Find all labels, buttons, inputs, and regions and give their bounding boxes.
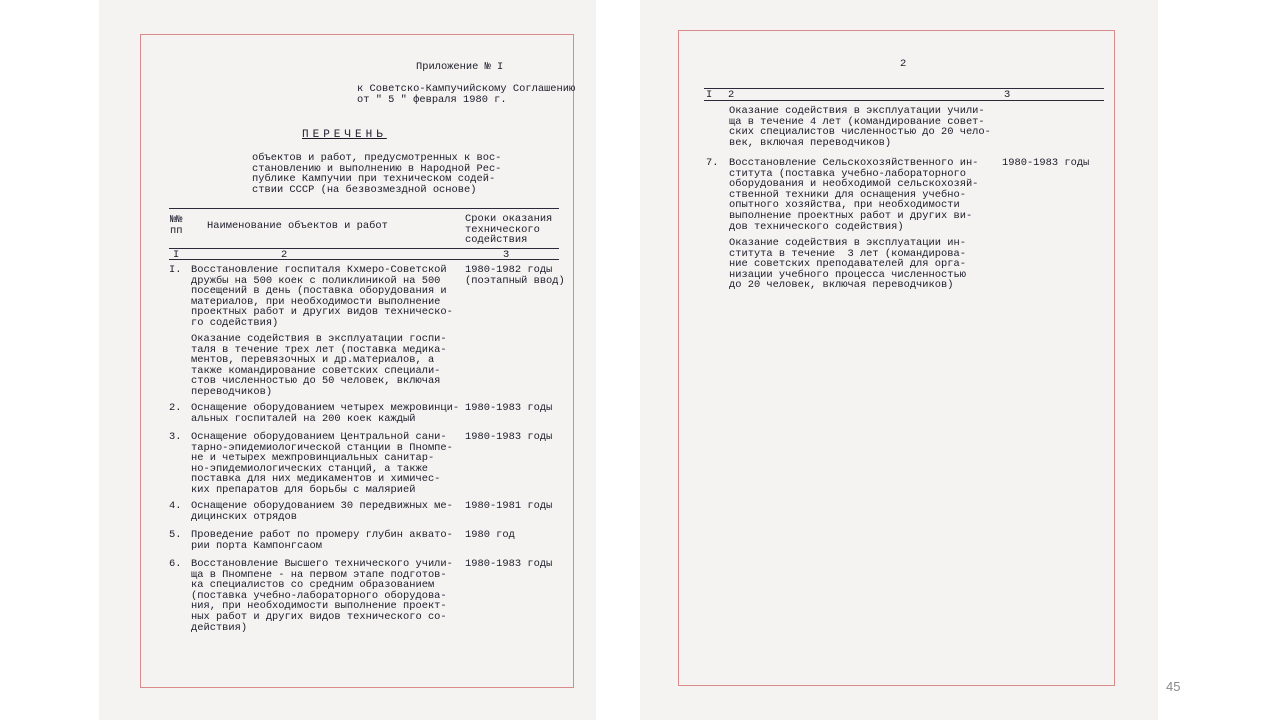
item-term: 1980-1983 годы [465,402,553,414]
item-text: ща в Пномпене - на первом этапе подготов- [191,568,447,581]
column-number: 3 [503,249,510,261]
item-text: Оснащение оборудованием 30 передвижных ме- [191,500,453,512]
item-text: поставка для них медикаментов и химичес- [191,473,441,486]
item-number: 4. [169,500,182,512]
item-text: тарно-эпидемиологической станции в Пномпе- [191,441,453,454]
item-text: таля в течение трех лет (поставка медика- [191,343,447,356]
table-numbers-rule [704,100,1104,101]
column-number: 2 [728,89,735,101]
item-text: переводчиков) [191,386,273,398]
item-text: дов технического содействия) [729,220,904,233]
item-text: опытного хозяйства, при необходимости [729,199,960,212]
document-heading: ПЕРЕЧЕНЬ [302,129,387,141]
subtitle-line: объектов и работ, предусмотренных к вос- [252,152,502,164]
item-text: ститута в течение 3 лет (командирова- [729,247,966,260]
item-text: ментов, перевязочных и др.материалов, а [191,354,435,367]
item-text: Восстановление госпиталя Кхмеро-Советской [191,264,447,276]
column-number: 2 [281,249,288,261]
item-text: проектных работ и других видов техническо- [191,306,453,319]
item-text: ститута (поставка учебно-лабораторного [729,167,966,180]
item-text: Оказание содействия в эксплуатации ин- [729,237,966,249]
item-text: но-эпидемиологических станций, а также [191,462,428,475]
item-text: Оснащение оборудованием четырех межровинци- [191,402,460,414]
item-text: альных госпиталей на 200 коек каждый [191,412,416,425]
date-line: от " 5 " февраля 1980 г. [357,94,507,106]
item-text: материалов, при необходимости выполнение [191,295,441,308]
column-header-name: Наименование объектов и работ [207,220,388,232]
column-number: I [706,89,713,101]
item-text: до 20 человек, включая переводчиков) [729,279,954,292]
agreement-line: к Советско-Кампучийскому Соглашению [357,83,576,95]
column-number: I [173,249,180,261]
item-term: (поэтапный ввод) [465,274,565,287]
item-number: I. [169,264,182,276]
table-numbers-rule [169,259,559,260]
table-top-rule [169,208,559,209]
item-text: ние советских преподавателей для орга- [729,258,966,271]
item-text: ща в течение 4 лет (командирование совет- [729,115,985,128]
item-text: Оказание содействия в эксплуатации госпи- [191,333,447,345]
item-text: Оснащение оборудованием Центральной сани- [191,431,447,443]
item-text: ких препаратов для борьбы с малярией [191,484,416,496]
item-text: дицинских отрядов [191,510,298,523]
item-term: 1980-1983 годы [465,431,553,443]
column-header-num: пп [170,225,183,237]
item-text: век, включая переводчиков) [729,136,892,149]
item-text: ния, при необходимости выполнение проект- [191,600,447,613]
table-header-rule [169,248,559,249]
item-text: Восстановление Высшего технического учили- [191,558,453,570]
item-text: действия) [191,621,248,634]
item-text: посещений в день (поставка оборудования и [191,285,447,298]
item-text: ных работ и других видов технического со- [191,611,447,623]
item-term: 1980-1981 годы [465,500,553,512]
item-term: 1980 год [465,529,515,541]
item-text: выполнение проектных работ и других ви- [729,210,973,222]
column-header-term: Сроки оказания [465,213,553,225]
column-header-num: №№ [170,214,183,226]
item-term: 1980-1983 годы [1002,157,1090,169]
right-page [640,0,1158,720]
item-text: ственной техники для оснащения учебно- [729,188,966,201]
item-number: 7. [706,157,719,169]
slide-number: 45 [1166,679,1181,694]
column-header-term: содействия [465,234,528,247]
item-number: 2. [169,402,182,414]
item-text: (поставка учебно-лабораторного оборудова- [191,589,447,602]
page-number: 2 [900,58,907,70]
item-text: стов численностью до 50 человек, включая [191,375,441,388]
subtitle-line: публике Кампучии при техническом содей- [252,173,496,186]
item-text: также командирование советских специали- [191,364,441,377]
appendix-label: Приложение № I [416,61,504,73]
item-number: 6. [169,558,182,570]
column-header-term: технического [465,223,540,236]
item-text: дружбы на 500 коек с поликлиникой на 500 [191,274,441,287]
subtitle-line: ствии СССР (на безвозмездной основе) [252,183,477,196]
item-text: оборудования и необходимой сельскохозяй- [729,178,979,191]
item-term: 1980-1982 годы [465,264,553,276]
subtitle-line: становлению и выполнению в Народной Рес- [252,162,502,175]
item-text: не и четырех межпровинциальных санитар- [191,452,435,465]
item-text: Оказание содействия в эксплуатации учили- [729,105,985,117]
item-text: го содействия) [191,317,279,329]
item-text: рии порта Кампонгсаом [191,539,322,552]
item-text: ских специалистов численностью до 20 чело- [729,126,991,139]
item-number: 3. [169,431,182,443]
table-top-rule [704,88,1104,89]
column-number: 3 [1004,89,1011,101]
left-page [99,0,596,720]
item-number: 5. [169,529,182,541]
item-text: Проведение работ по промеру глубин аквато- [191,529,453,541]
item-text: ка специалистов со средним образованием [191,579,435,592]
item-text: Восстановление Сельскохозяйственного ин- [729,157,979,169]
item-text: низации учебного процесса численностью [729,268,966,281]
item-term: 1980-1983 годы [465,558,553,570]
